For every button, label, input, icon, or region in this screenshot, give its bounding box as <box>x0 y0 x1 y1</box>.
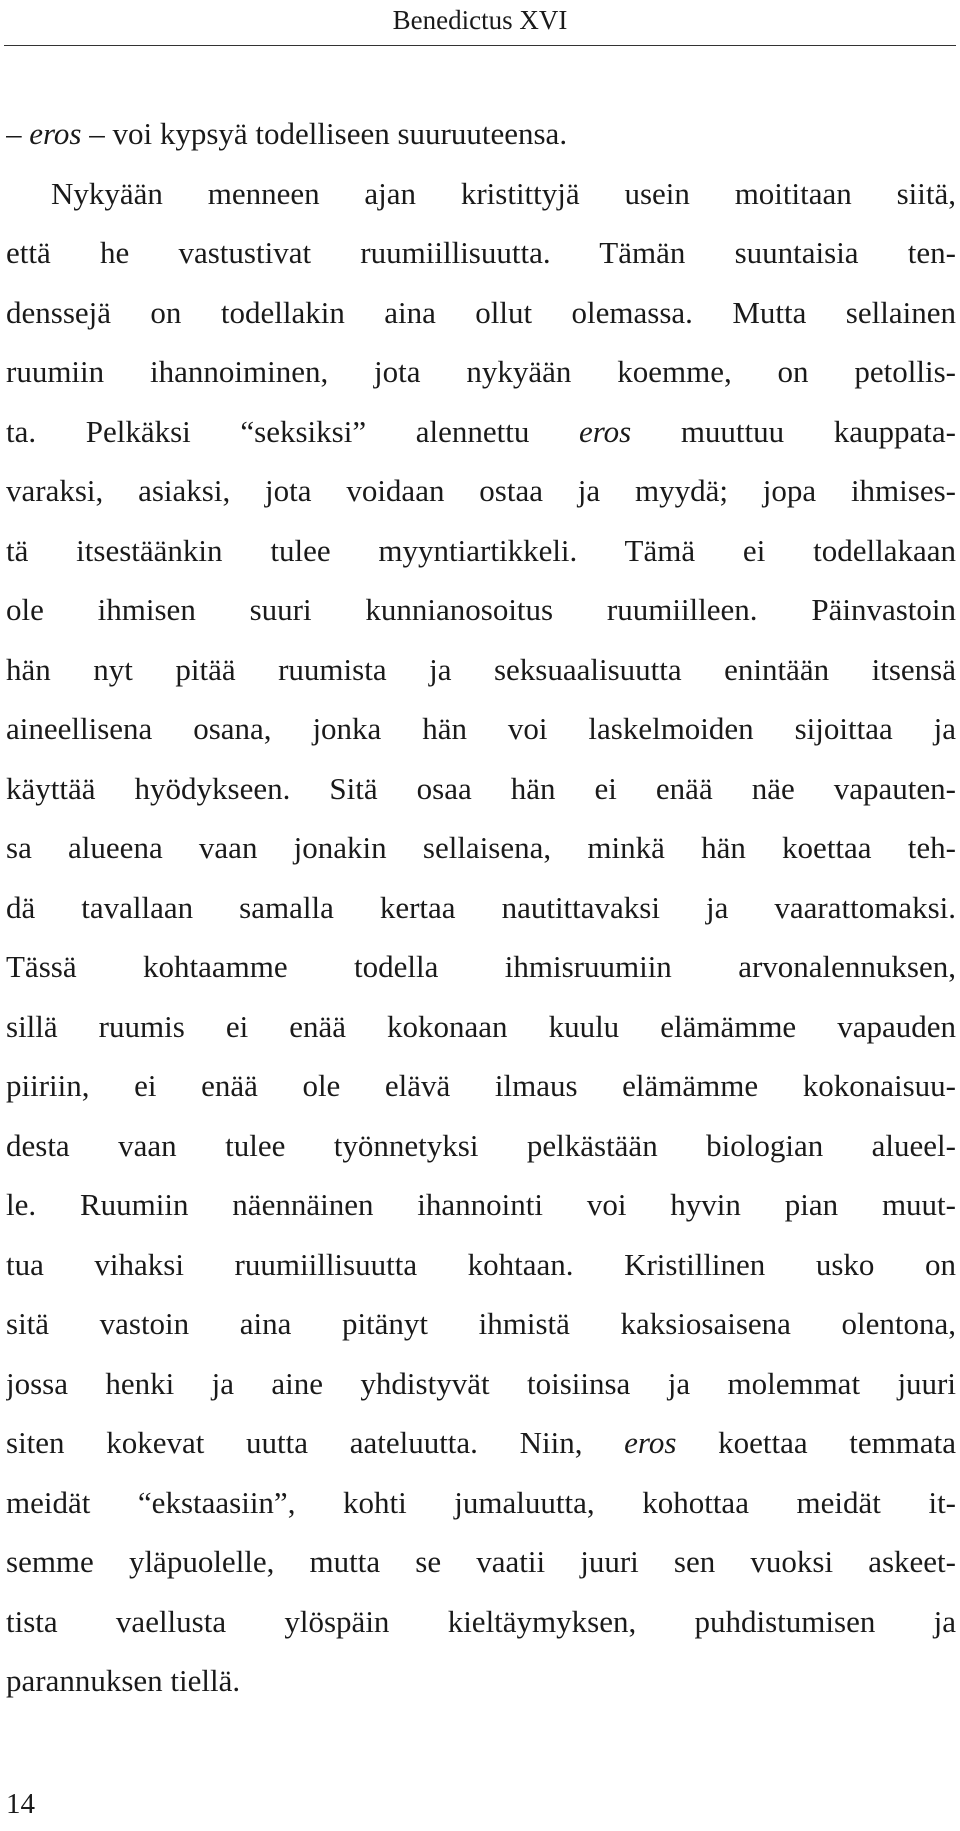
text-run: parannuksen tiellä. <box>6 1663 241 1698</box>
text-run: desta vaan tulee työnnetyksi pelkästään biologian alueel- <box>6 1127 956 1163</box>
text-line <box>6 342 956 402</box>
text-run: semme yläpuolelle, mutta se vaatii juuri sen vuoksi askeet- <box>6 1544 956 1579</box>
text-run: meidät “ekstaasiin”, kohti jumaluutta, kohottaa meidät it- <box>6 1484 956 1520</box>
text-line <box>6 640 956 700</box>
text-run: – <box>6 116 30 151</box>
text-run: ole ihmisen suuri kunnianosoitus ruumiilleen. Päinvastoin <box>6 592 956 627</box>
text-run: Tässä kohtaamme todella ihmisruumiin arvonalennuksen, <box>6 949 956 984</box>
text-line <box>6 699 956 759</box>
text-run: – voi kypsyä todelliseen suuruuteensa. <box>81 116 568 151</box>
text-run: aineellisena osana, jonka hän voi laskelmoiden sijoittaa ja <box>6 711 956 746</box>
text-line <box>6 164 956 224</box>
text-run: varaksi, asiaksi, jota voidaan ostaa ja myydä; jopa ihmises- <box>6 473 956 508</box>
text-run: tista vaellusta ylöspäin kieltäymyksen, puhdistumisen ja <box>6 1603 956 1639</box>
italic-term: eros <box>578 413 632 449</box>
text-run: siten kokevat uutta aateluutta. Niin, <box>6 1425 625 1460</box>
text-run: ta. Pelkäksi “seksiksi” alennettu <box>6 413 579 449</box>
text-line <box>6 937 956 997</box>
text-line <box>6 1592 956 1652</box>
text-line <box>6 1473 956 1533</box>
text-line <box>6 997 956 1057</box>
text-run: Nykyään menneen ajan kristittyjä usein moititaan siitä, <box>51 175 956 211</box>
text-line <box>6 1532 956 1592</box>
text-line <box>6 759 956 819</box>
text-run: tua vihaksi ruumiillisuutta kohtaan. Kristillinen usko on <box>6 1246 956 1282</box>
text-run: tä itsestäänkin tulee myyntiartikkeli. Tämä ei todellakaan <box>6 532 956 568</box>
header-rule <box>4 45 956 46</box>
italic-term: eros <box>29 116 82 151</box>
page-number: 14 <box>6 1788 35 1820</box>
running-head: Benedictus XVI <box>392 5 568 35</box>
text-line <box>6 1056 956 1116</box>
text-run: denssejä on todellakin aina ollut olemassa. Mutta sellainen <box>6 294 956 330</box>
text-line <box>6 223 956 283</box>
text-line <box>6 1116 956 1176</box>
text-line <box>6 878 956 938</box>
text-line <box>6 818 956 878</box>
text-run: sillä ruumis ei enää kokonaan kuulu elämämme vapauden <box>6 1008 956 1044</box>
text-line <box>6 1294 956 1354</box>
text-run: hän nyt pitää ruumista ja seksuaalisuutta enintään itsensä <box>6 651 956 687</box>
text-line <box>6 1413 956 1473</box>
text-line <box>6 521 956 581</box>
italic-term: eros <box>624 1425 677 1460</box>
text-run: koettaa temmata <box>676 1425 956 1460</box>
text-run: jossa henki ja aine yhdistyvät toisiinsa ja molemmat juuri <box>6 1365 956 1401</box>
text-run: dä tavallaan samalla kertaa nautittavaksi ja vaarattomaksi. <box>6 889 956 925</box>
text-run: piiriin, ei enää ole elävä ilmaus elämämme kokonaisuu- <box>6 1068 956 1103</box>
text-line <box>6 402 956 462</box>
text-line <box>6 580 956 640</box>
text-line <box>6 1354 956 1414</box>
text-run: käyttää hyödykseen. Sitä osaa hän ei enää näe vapauten- <box>6 770 956 806</box>
text-line <box>6 1651 956 1711</box>
text-run: le. Ruumiin näennäinen ihannointi voi hyvin pian muut- <box>6 1187 956 1222</box>
text-run: sa alueena vaan jonakin sellaisena, minkä hän koettaa teh- <box>6 830 956 865</box>
text-line <box>6 104 956 164</box>
text-line <box>6 461 956 521</box>
body-text <box>6 104 956 1711</box>
text-line <box>6 1175 956 1235</box>
text-run: sitä vastoin aina pitänyt ihmistä kaksiosaisena olentona, <box>6 1306 956 1341</box>
text-run: ruumiin ihannoiminen, jota nykyään koemme, on petollis- <box>6 354 956 389</box>
text-run: että he vastustivat ruumiillisuutta. Tämän suuntaisia ten- <box>6 235 956 270</box>
text-run: muuttuu kauppata- <box>631 413 956 449</box>
text-line <box>6 283 956 343</box>
text-line <box>6 1235 956 1295</box>
